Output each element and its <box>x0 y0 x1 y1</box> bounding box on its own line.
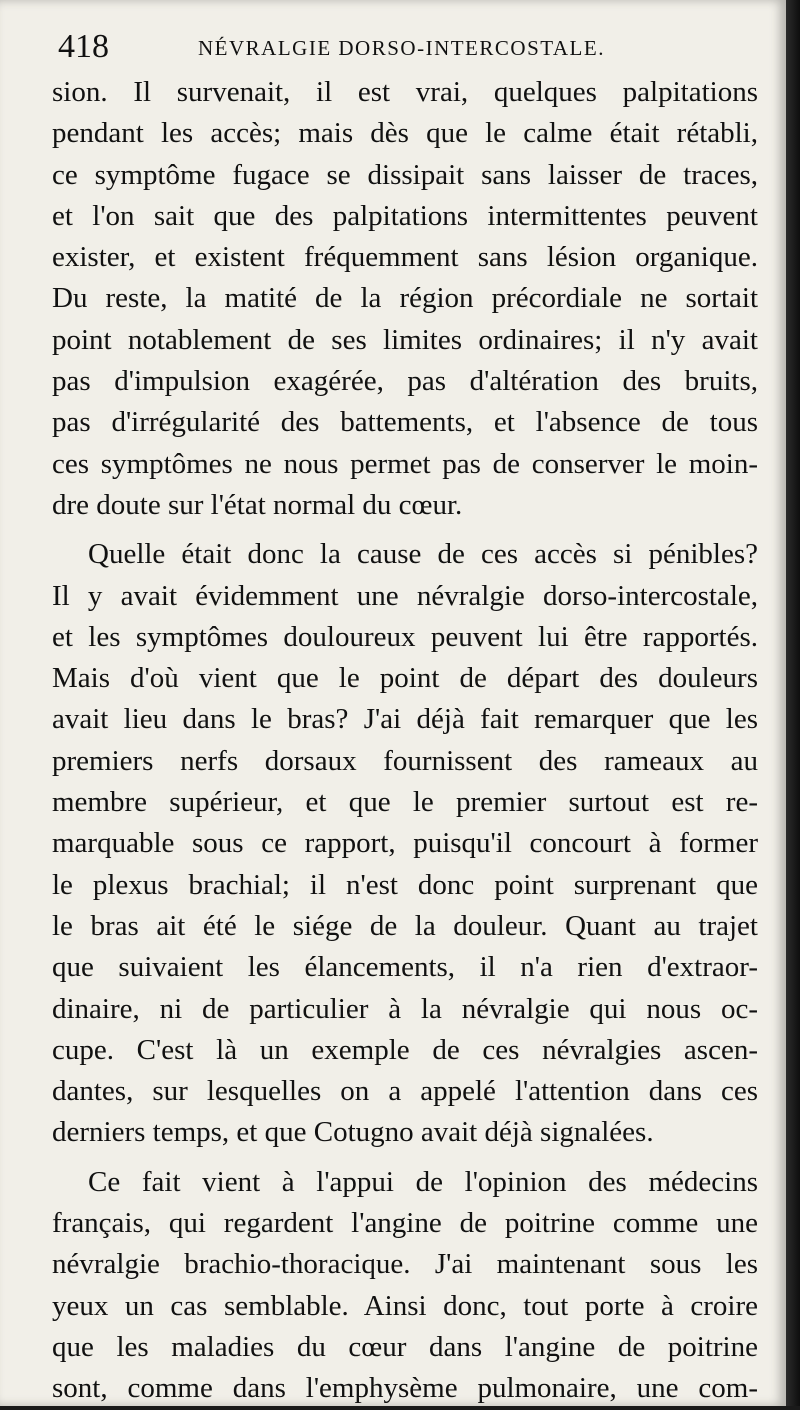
text-line: exister, et existent fréquemment sans lésion organique. <box>52 241 758 274</box>
text-line: premiers nerfs dorsaux fournissent des rameaux au <box>52 744 758 777</box>
text-line: dinaire, ni de particulier à la névralgie qui nous oc- <box>52 992 758 1025</box>
page-header <box>58 28 758 68</box>
running-head: NÉVRALGIE DORSO-INTERCOSTALE. <box>198 36 605 60</box>
text-line: point notablement de ses limites ordinaires; il n'y avait <box>52 323 758 356</box>
text-line: Du reste, la matité de la région précordiale ne sortait <box>52 282 758 315</box>
text-line: ce symptôme fugace se dissipait sans laisser de traces, <box>52 158 758 191</box>
text-line: avait lieu dans le bras? J'ai déjà fait remarquer que les <box>52 703 758 736</box>
text-line: sion. Il survenait, il est vrai, quelques palpitations <box>52 76 758 108</box>
text-line: Il y avait évidemment une névralgie dorso-intercostale, <box>52 579 758 612</box>
paragraph-gap <box>52 526 758 534</box>
page-edge-shadow <box>786 0 800 1406</box>
text-line: Mais d'où vient que le point de départ des douleurs <box>52 662 758 695</box>
text-line: français, qui regardent l'angine de poitrine comme une <box>52 1207 758 1240</box>
text-line: et les symptômes douloureux peuvent lui être rapportés. <box>52 620 758 653</box>
text-line: pas d'impulsion exagérée, pas d'altération des bruits, <box>52 365 758 398</box>
body-text <box>52 72 758 1410</box>
text-line: que les maladies du cœur dans l'angine de poitrine <box>52 1330 758 1363</box>
text-line: pas d'irrégularité des battements, et l'absence de tous <box>52 406 758 439</box>
text-line: que suivaient les élancements, il n'a rien d'extraor- <box>52 951 758 984</box>
text-line: marquable sous ce rapport, puisqu'il concourt à former <box>52 827 758 860</box>
text-line: sont, comme dans l'emphysème pulmonaire, une com- <box>52 1372 758 1405</box>
text-line: dantes, sur lesquelles on a appelé l'attention dans ces <box>52 1075 758 1108</box>
paragraph-gap <box>52 1154 758 1162</box>
text-line: le bras ait été le siége de la douleur. Quant au trajet <box>52 909 758 942</box>
text-line: et l'on sait que des palpitations intermittentes peuvent <box>52 199 758 232</box>
text-line: pendant les accès; mais dès que le calme était rétabli, <box>52 117 758 150</box>
page-number: 418 <box>58 28 109 65</box>
text-line: dre doute sur l'état normal du cœur. <box>52 488 463 521</box>
text-line: derniers temps, et que Cotugno avait déjà signalées. <box>52 1116 654 1149</box>
text-line: le plexus brachial; il n'est donc point surprenant que <box>52 868 758 901</box>
text-line: yeux un cas semblable. Ainsi donc, tout porte à croire <box>52 1289 758 1322</box>
text-line: cupe. C'est là un exemple de ces névralgies ascen- <box>52 1033 758 1066</box>
text-line: Ce fait vient à l'appui de l'opinion des médecins <box>88 1165 758 1198</box>
text-line: ces symptômes ne nous permet pas de conserver le moin- <box>52 447 758 480</box>
text-line: Quelle était donc la cause de ces accès si pénibles? <box>88 538 758 571</box>
text-line: membre supérieur, et que le premier surtout est re- <box>52 786 758 819</box>
text-line: névralgie brachio-thoracique. J'ai maintenant sous les <box>52 1248 758 1281</box>
